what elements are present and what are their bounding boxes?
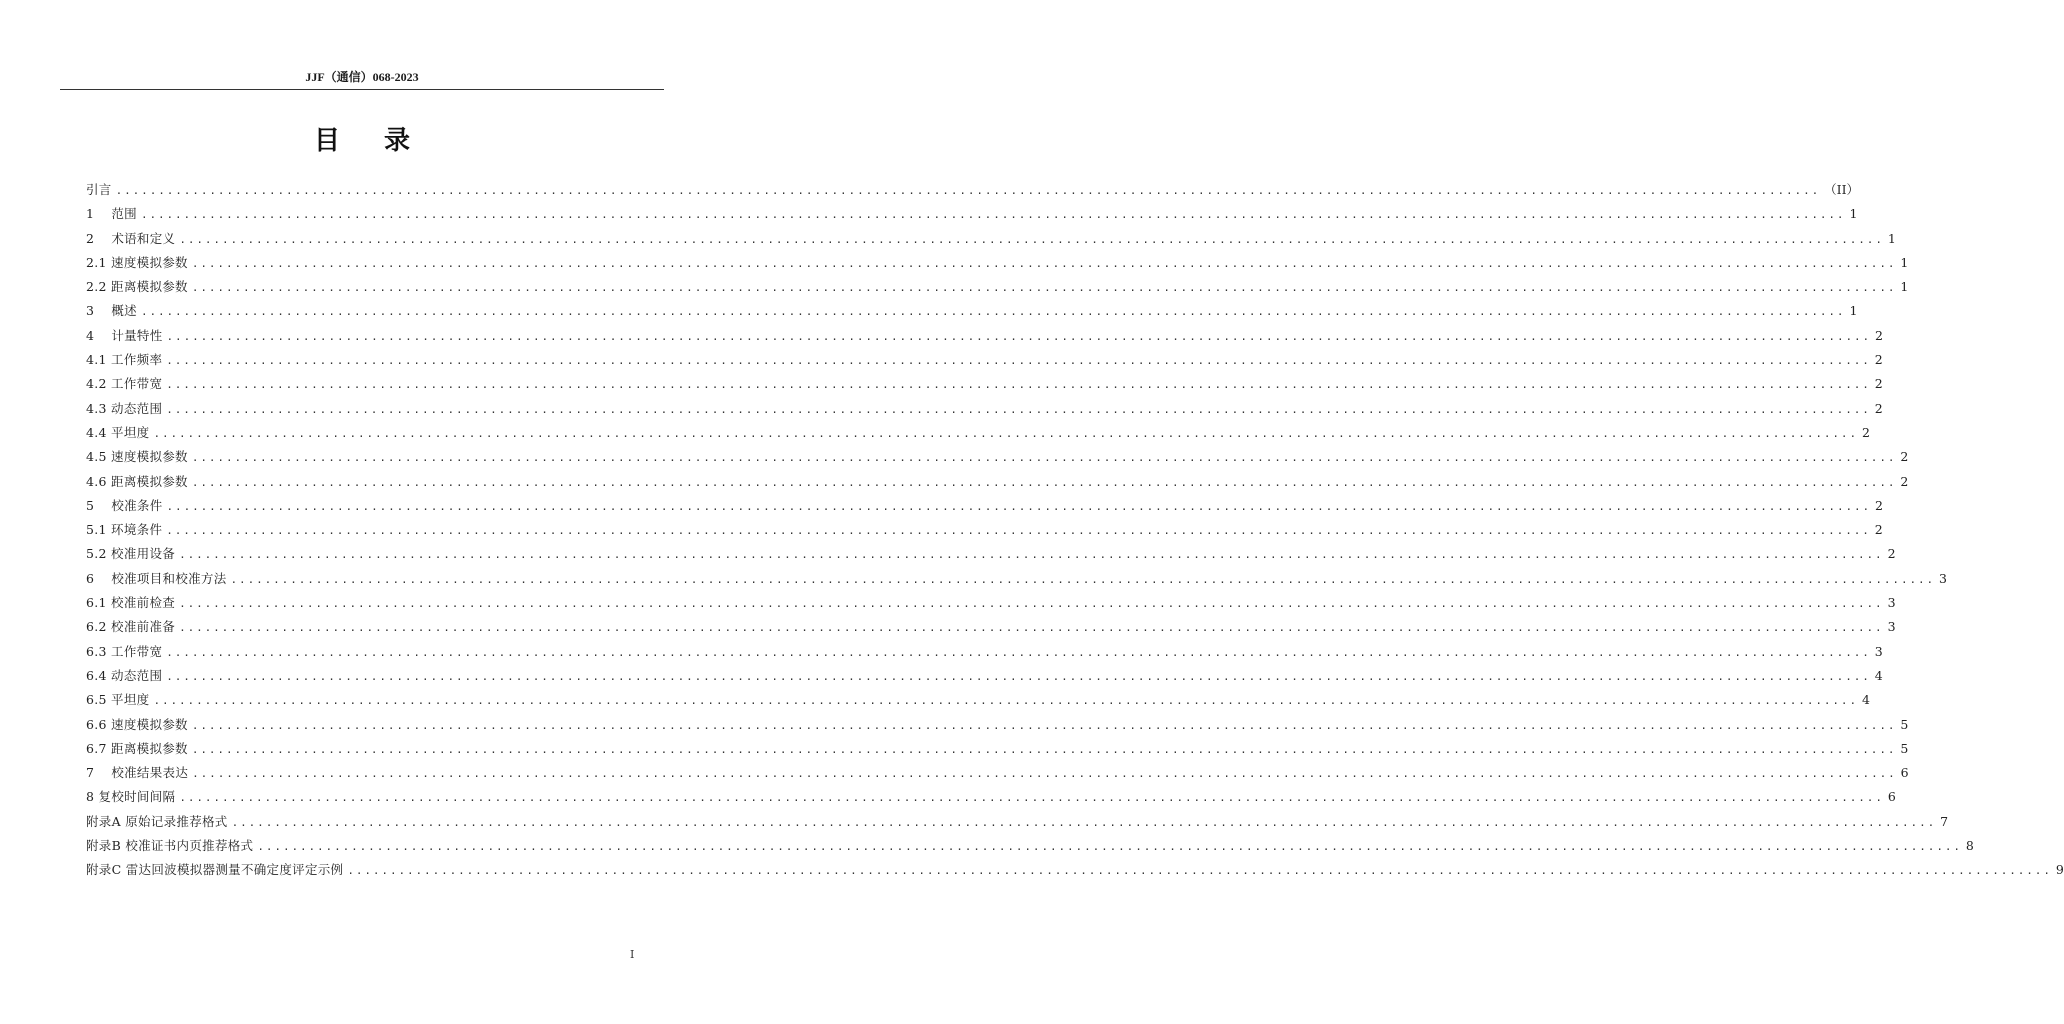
toc-leader-dots: ........................................................................................................................................................................................................: [166, 645, 1871, 659]
toc-entry-page: 3: [1887, 595, 1896, 611]
toc-title-char-1: 目: [313, 126, 340, 156]
toc-entry-page: 5: [1900, 716, 1909, 732]
toc-entry-page: 2: [1875, 327, 1883, 343]
toc-entry[interactable]: [86, 348, 1883, 372]
toc-entry-label: 6.7 距离模拟参数: [86, 740, 188, 756]
toc-leader-dots: ........................................................................................................................................................................................................: [166, 499, 1872, 513]
toc-entry[interactable]: [86, 202, 1858, 226]
toc-entry-label: 4.1 工作频率: [86, 352, 163, 368]
toc-title-char-2: 录: [384, 126, 411, 156]
toc-entry-label: 2.1 速度模拟参数: [86, 254, 188, 270]
toc-entry[interactable]: [86, 470, 1909, 494]
toc-leader-dots: ........................................................................................................................................................................................................: [166, 402, 1871, 416]
document-header: JJF（通信）068-2023: [305, 70, 419, 84]
toc-entry-page: 2: [1900, 473, 1909, 489]
toc-entry[interactable]: [86, 591, 1896, 615]
toc-entry[interactable]: [86, 251, 1909, 275]
toc-entry-page: 3: [1887, 619, 1896, 635]
toc-entry-page: 8: [1965, 838, 1974, 854]
toc-leader-dots: ........................................................................................................................................................................................................: [191, 256, 1897, 270]
toc-entry-page: 2: [1887, 546, 1896, 562]
toc-entry-label: 6.4 动态范围: [86, 667, 163, 683]
toc-entry-label: 4.4 平坦度: [86, 424, 150, 440]
toc-entry-page: 2: [1874, 376, 1883, 392]
toc-leader-dots: ........................................................................................................................................................................................................: [153, 694, 1858, 708]
toc-entry[interactable]: [86, 810, 1949, 834]
toc-leader-dots: ........................................................................................................................................................................................................: [191, 718, 1897, 732]
toc-leader-dots: ........................................................................................................................................................................................................: [140, 208, 1846, 222]
toc-entry-label: 2.2 距离模拟参数: [86, 279, 188, 295]
toc-title: [0, 120, 724, 157]
toc-entry[interactable]: [86, 494, 1883, 518]
toc-entry-page: 4: [1861, 692, 1870, 708]
toc-entry-label: 7 校准结果表达: [86, 765, 189, 781]
toc-entry[interactable]: [86, 324, 1883, 348]
toc-entry-label: 6.1 校准前检查: [86, 595, 176, 611]
toc-entry-label: 8 复校时间间隔: [86, 789, 176, 805]
toc-entry-label: 6.2 校准前准备: [86, 619, 176, 635]
toc-leader-dots: ........................................................................................................................................................................................................: [191, 281, 1897, 295]
toc-entry[interactable]: [86, 299, 1858, 323]
toc-leader-dots: ........................................................................................................................................................................................................: [166, 354, 1871, 368]
toc-entry[interactable]: [86, 275, 1909, 299]
toc-entry[interactable]: [86, 372, 1883, 396]
toc-leader-dots: ........................................................................................................................................................................................................: [179, 232, 1884, 246]
toc-leader-dots: ........................................................................................................................................................................................................: [192, 767, 1897, 781]
toc-leader-dots: ........................................................................................................................................................................................................: [191, 742, 1897, 756]
toc-entry-label: 5.2 校准用设备: [86, 546, 176, 562]
toc-entry-label: 5 校准条件: [86, 497, 163, 513]
toc-entry-label: 2 术语和定义: [86, 230, 176, 246]
toc-leader-dots: ........................................................................................................................................................................................................: [166, 524, 1871, 538]
toc-entry-page: 2: [1861, 424, 1870, 440]
toc-entry[interactable]: [86, 664, 1883, 688]
toc-entry-page: 2: [1874, 400, 1883, 416]
toc-entry[interactable]: [86, 834, 1974, 858]
toc-leader-dots: ........................................................................................................................................................................................................: [179, 548, 1884, 562]
toc-entry[interactable]: [86, 858, 2064, 882]
toc-entry-page: 2: [1874, 352, 1883, 368]
toc-entry-label: 6.6 速度模拟参数: [86, 716, 188, 732]
toc-entry-page: 1: [1849, 206, 1858, 222]
toc-entry-label: 附录A 原始记录推荐格式: [86, 813, 228, 829]
toc-entry-label: 附录B 校准证书内页推荐格式: [86, 838, 254, 854]
toc-entry[interactable]: [86, 421, 1870, 445]
toc-entry-label: 6.3 工作带宽: [86, 643, 163, 659]
toc-leader-dots: ........................................................................................................................................................................................................: [231, 815, 1937, 829]
toc-entry[interactable]: [86, 542, 1896, 566]
toc-entry[interactable]: [86, 785, 1896, 809]
toc-entry-label: 3 概述: [86, 303, 137, 319]
toc-entry-label: 4.5 速度模拟参数: [86, 449, 188, 465]
toc-entry-label: 附录C 雷达回波模拟器测量不确定度评定示例: [86, 862, 344, 878]
toc-leader-dots: ........................................................................................................................................................................................................: [179, 597, 1884, 611]
toc-entry-label: 4 计量特性: [86, 327, 163, 343]
table-of-contents: [86, 178, 2064, 883]
toc-entry[interactable]: [86, 227, 1896, 251]
toc-entry-page: 1: [1887, 230, 1896, 246]
toc-entry[interactable]: [86, 761, 1909, 785]
toc-leader-dots: ........................................................................................................................................................................................................: [230, 572, 1936, 586]
toc-entry-label: 4.3 动态范围: [86, 400, 163, 416]
toc-leader-dots: ........................................................................................................................................................................................................: [166, 669, 1871, 683]
toc-entry-page: 7: [1940, 813, 1949, 829]
toc-entry[interactable]: [86, 640, 1883, 664]
toc-entry-page: 5: [1900, 740, 1909, 756]
toc-leader-dots: ........................................................................................................................................................................................................: [166, 378, 1871, 392]
page-number: I: [630, 948, 635, 961]
toc-entry[interactable]: [86, 178, 1860, 202]
toc-leader-dots: ........................................................................................................................................................................................................: [191, 475, 1897, 489]
toc-leader-dots: ........................................................................................................................................................................................................: [257, 840, 1962, 854]
toc-entry[interactable]: [86, 567, 1947, 591]
toc-entry-page: 9: [2055, 862, 2064, 878]
toc-leader-dots: ........................................................................................................................................................................................................: [179, 621, 1884, 635]
toc-entry-page: 2: [1874, 522, 1883, 538]
toc-entry-page: 1: [1900, 279, 1909, 295]
toc-entry-page: 6: [1887, 789, 1896, 805]
toc-entry-page: 2: [1875, 497, 1883, 513]
toc-entry-page: 2: [1900, 449, 1909, 465]
toc-entry[interactable]: [86, 713, 1909, 737]
toc-entry[interactable]: [86, 518, 1883, 542]
toc-entry[interactable]: [86, 737, 1909, 761]
toc-entry-label: 4.6 距离模拟参数: [86, 473, 188, 489]
toc-leader-dots: ........................................................................................................................................................................................................: [191, 451, 1897, 465]
toc-leader-dots: ........................................................................................................................................................................................................: [140, 305, 1846, 319]
toc-leader-dots: ........................................................................................................................................................................................................: [166, 329, 1872, 343]
toc-entry[interactable]: [86, 445, 1909, 469]
header-divider: [60, 89, 664, 90]
toc-leader-dots: ........................................................................................................................................................................................................: [153, 426, 1858, 440]
toc-entry-label: 1 范围: [86, 206, 137, 222]
toc-entry[interactable]: [86, 688, 1870, 712]
toc-entry-page: 4: [1874, 667, 1883, 683]
toc-entry-page: 1: [1849, 303, 1858, 319]
toc-entry-label: 5.1 环境条件: [86, 522, 163, 538]
toc-leader-dots: ........................................................................................................................................................................................................: [347, 864, 2052, 878]
toc-entry-page: 3: [1939, 570, 1947, 586]
toc-leader-dots: ........................................................................................................................................................................................................: [179, 791, 1884, 805]
toc-entry-label: 6 校准项目和校准方法: [86, 570, 227, 586]
toc-leader-dots: ........................................................................................................................................................................................................: [115, 184, 1821, 197]
toc-entry-page: 1: [1900, 254, 1909, 270]
toc-entry-page: 6: [1900, 765, 1909, 781]
toc-entry-label: 6.5 平坦度: [86, 692, 150, 708]
toc-entry-page: 3: [1874, 643, 1883, 659]
toc-entry[interactable]: [86, 615, 1896, 639]
toc-entry-label: 4.2 工作带宽: [86, 376, 163, 392]
toc-entry-label: 引言: [86, 182, 112, 197]
toc-entry-page: （II）: [1824, 182, 1860, 197]
toc-entry[interactable]: [86, 397, 1883, 421]
